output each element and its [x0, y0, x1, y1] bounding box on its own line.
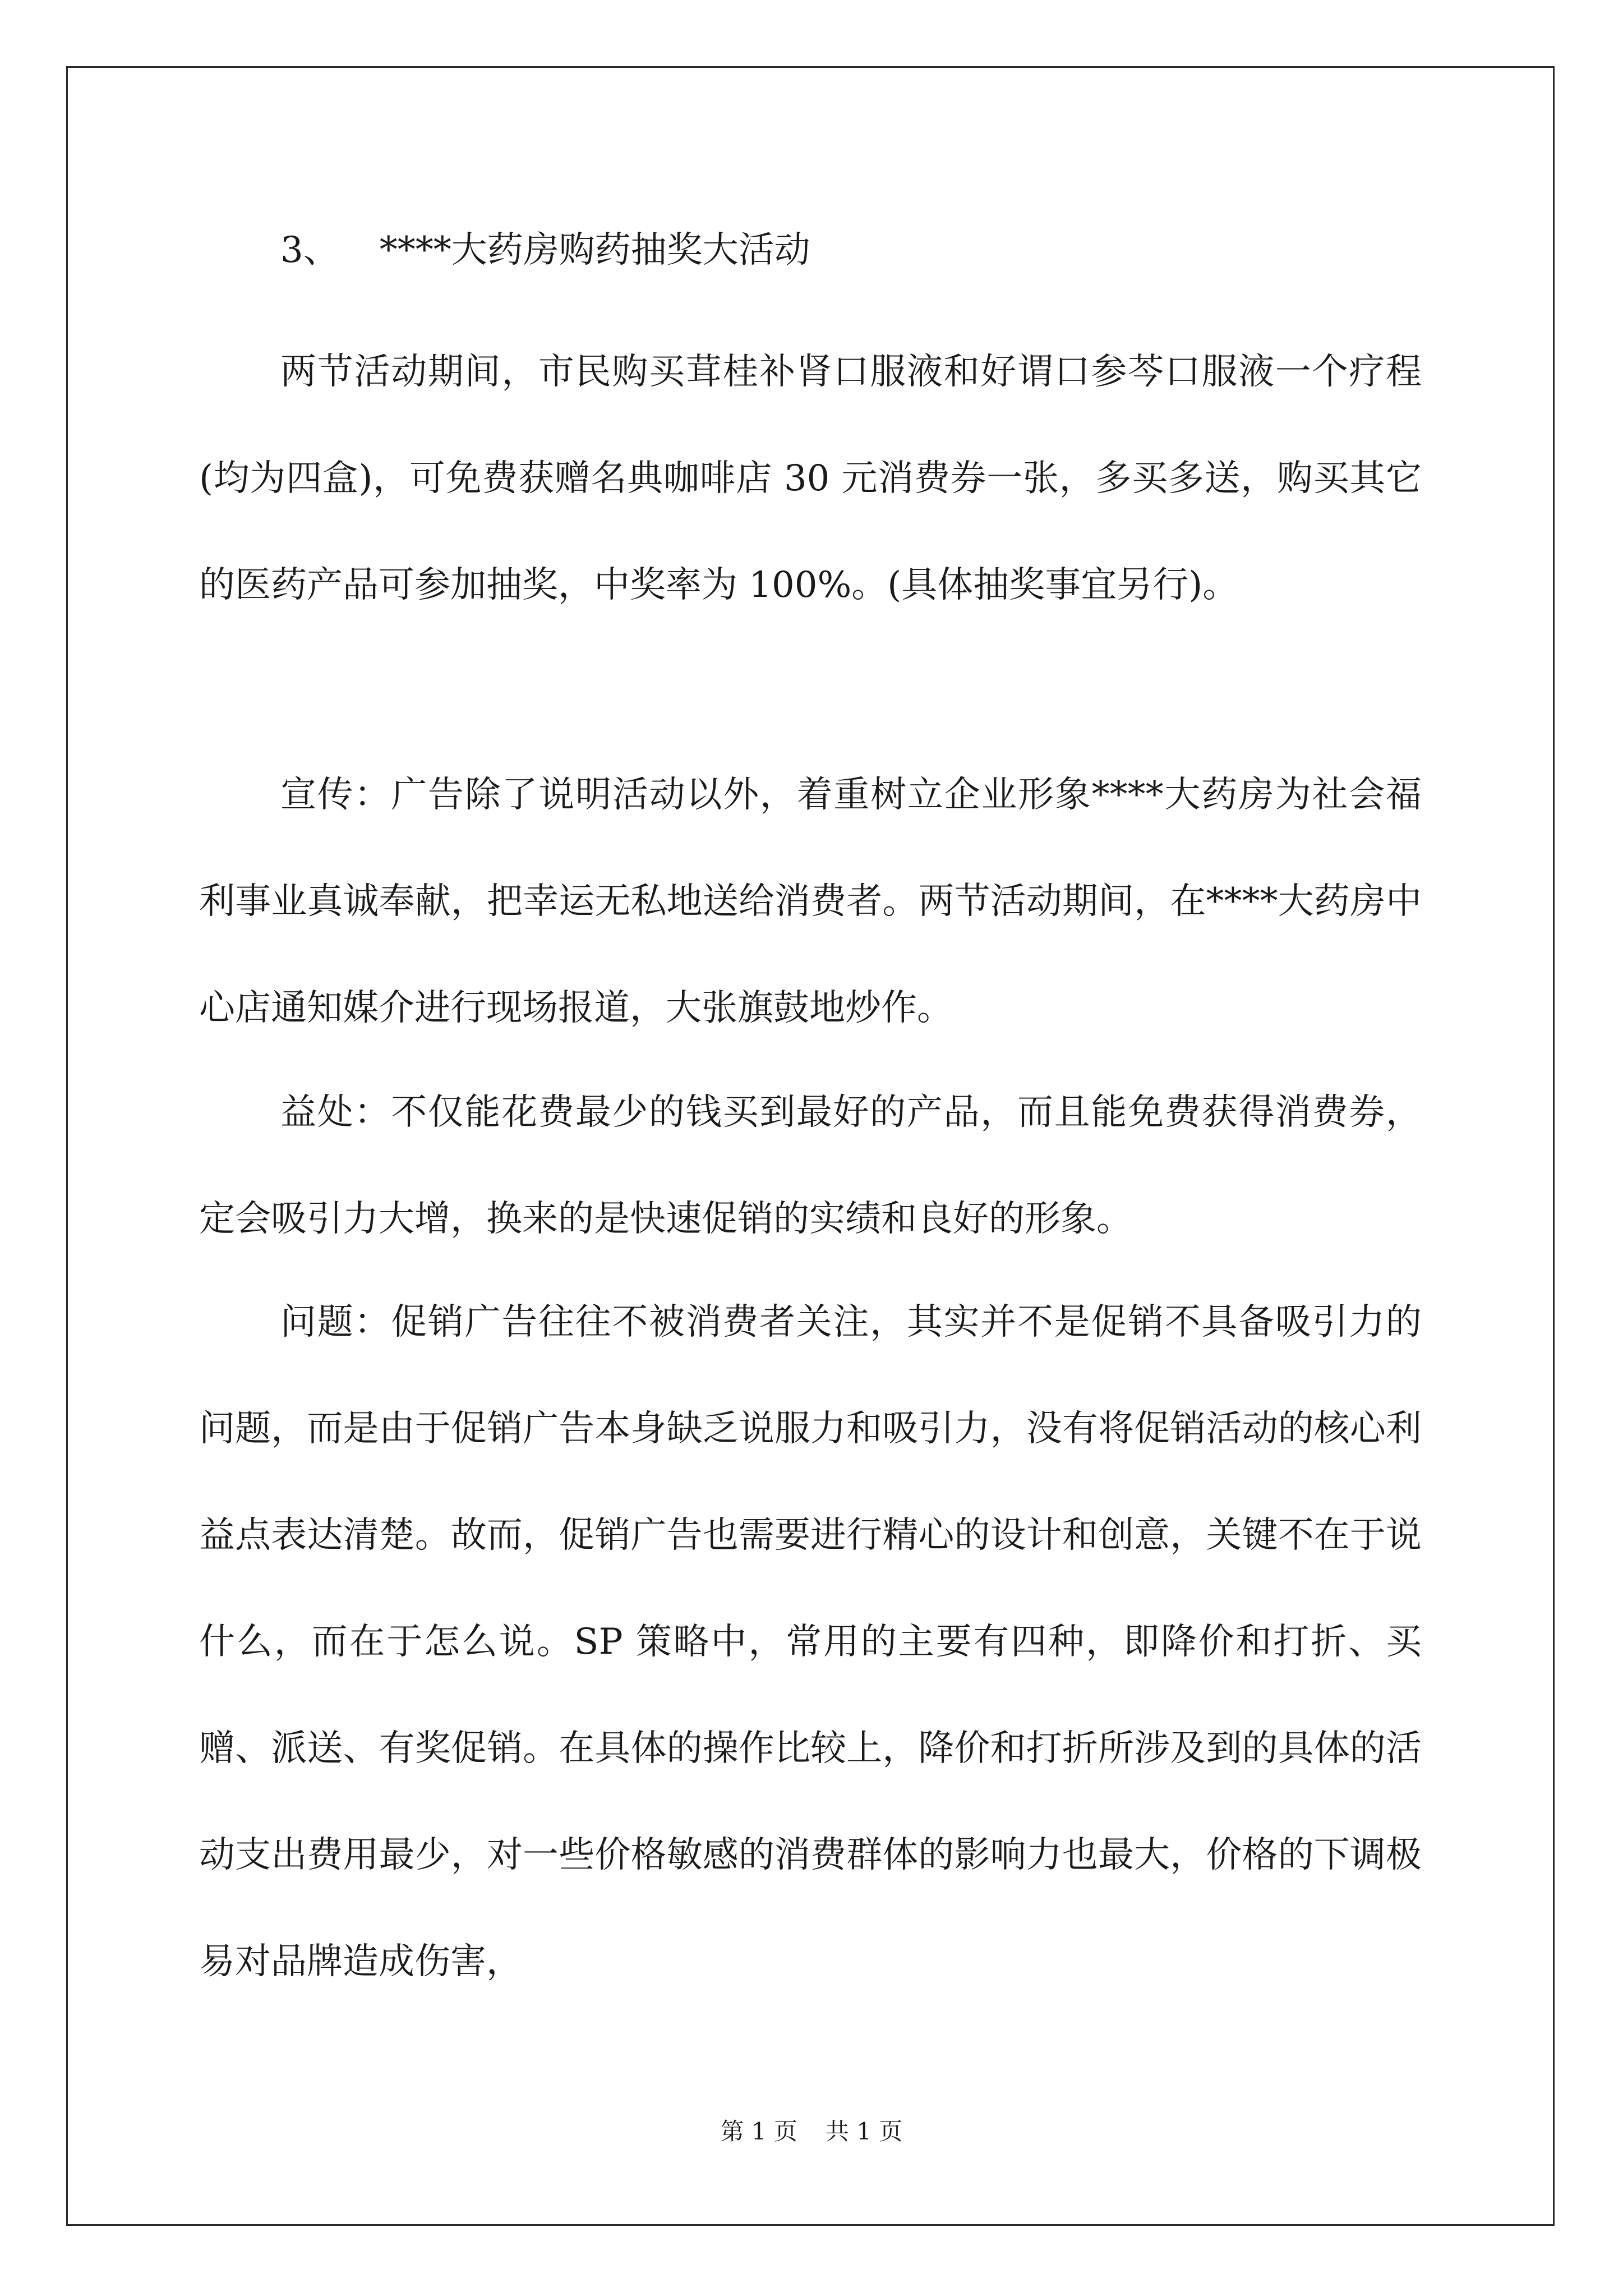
paragraph-promotion: 宣传：广告除了说明活动以外，着重树立企业形象****大药房为社会福利事业真诚奉献，把幸运无私地送给消费者。两节活动期间，在****大药房中心店通知媒介进行现场报道，大张旗鼓地炒作。: [199, 774, 1422, 1029]
page-total: 共 1 页: [826, 2118, 903, 2145]
section-heading: [280, 223, 810, 277]
paragraph-benefit: 益处：不仅能花费最少的钱买到最好的产品，而且能免费获得消费券，定会吸引力大增，换来的是快速促销的实绩和良好的形象。: [199, 1092, 1422, 1240]
page-footer: [0, 2115, 1623, 2148]
page-number: 第 1 页: [720, 2118, 797, 2145]
section-number: 3、: [280, 229, 339, 271]
paragraph-problem: 问题：促销广告往往不被消费者关注，其实并不是促销不具备吸引力的问题，而是由于促销广告本身缺乏说服力和吸引力，没有将促销活动的核心利益点表达清楚。故而，促销广告也需要进行精心的设计和创意，关键不在于说什么，而在于怎么说。SP 策略中，常用的主要有四种，即降价和打折、买赠、派送、有奖促销。在具体的操作比较上，降价和打折所涉及到的具体的活动支出费用最少，对一些价格敏感的消费群体的影响力也最大，价格的下调极易对品牌造成伤害，: [199, 1301, 1422, 1982]
paragraph-activity: 两节活动期间，市民购买茸桂补肾口服液和好谓口参芩口服液一个疗程(均为四盒)，可免费获赠名典咖啡店 30 元消费券一张，多买多送，购买其它的医药产品可参加抽奖，中奖率为 100%。(具体抽奖事宜另行)。: [199, 351, 1422, 606]
section-title: ****大药房购药抽奖大活动: [379, 229, 810, 271]
